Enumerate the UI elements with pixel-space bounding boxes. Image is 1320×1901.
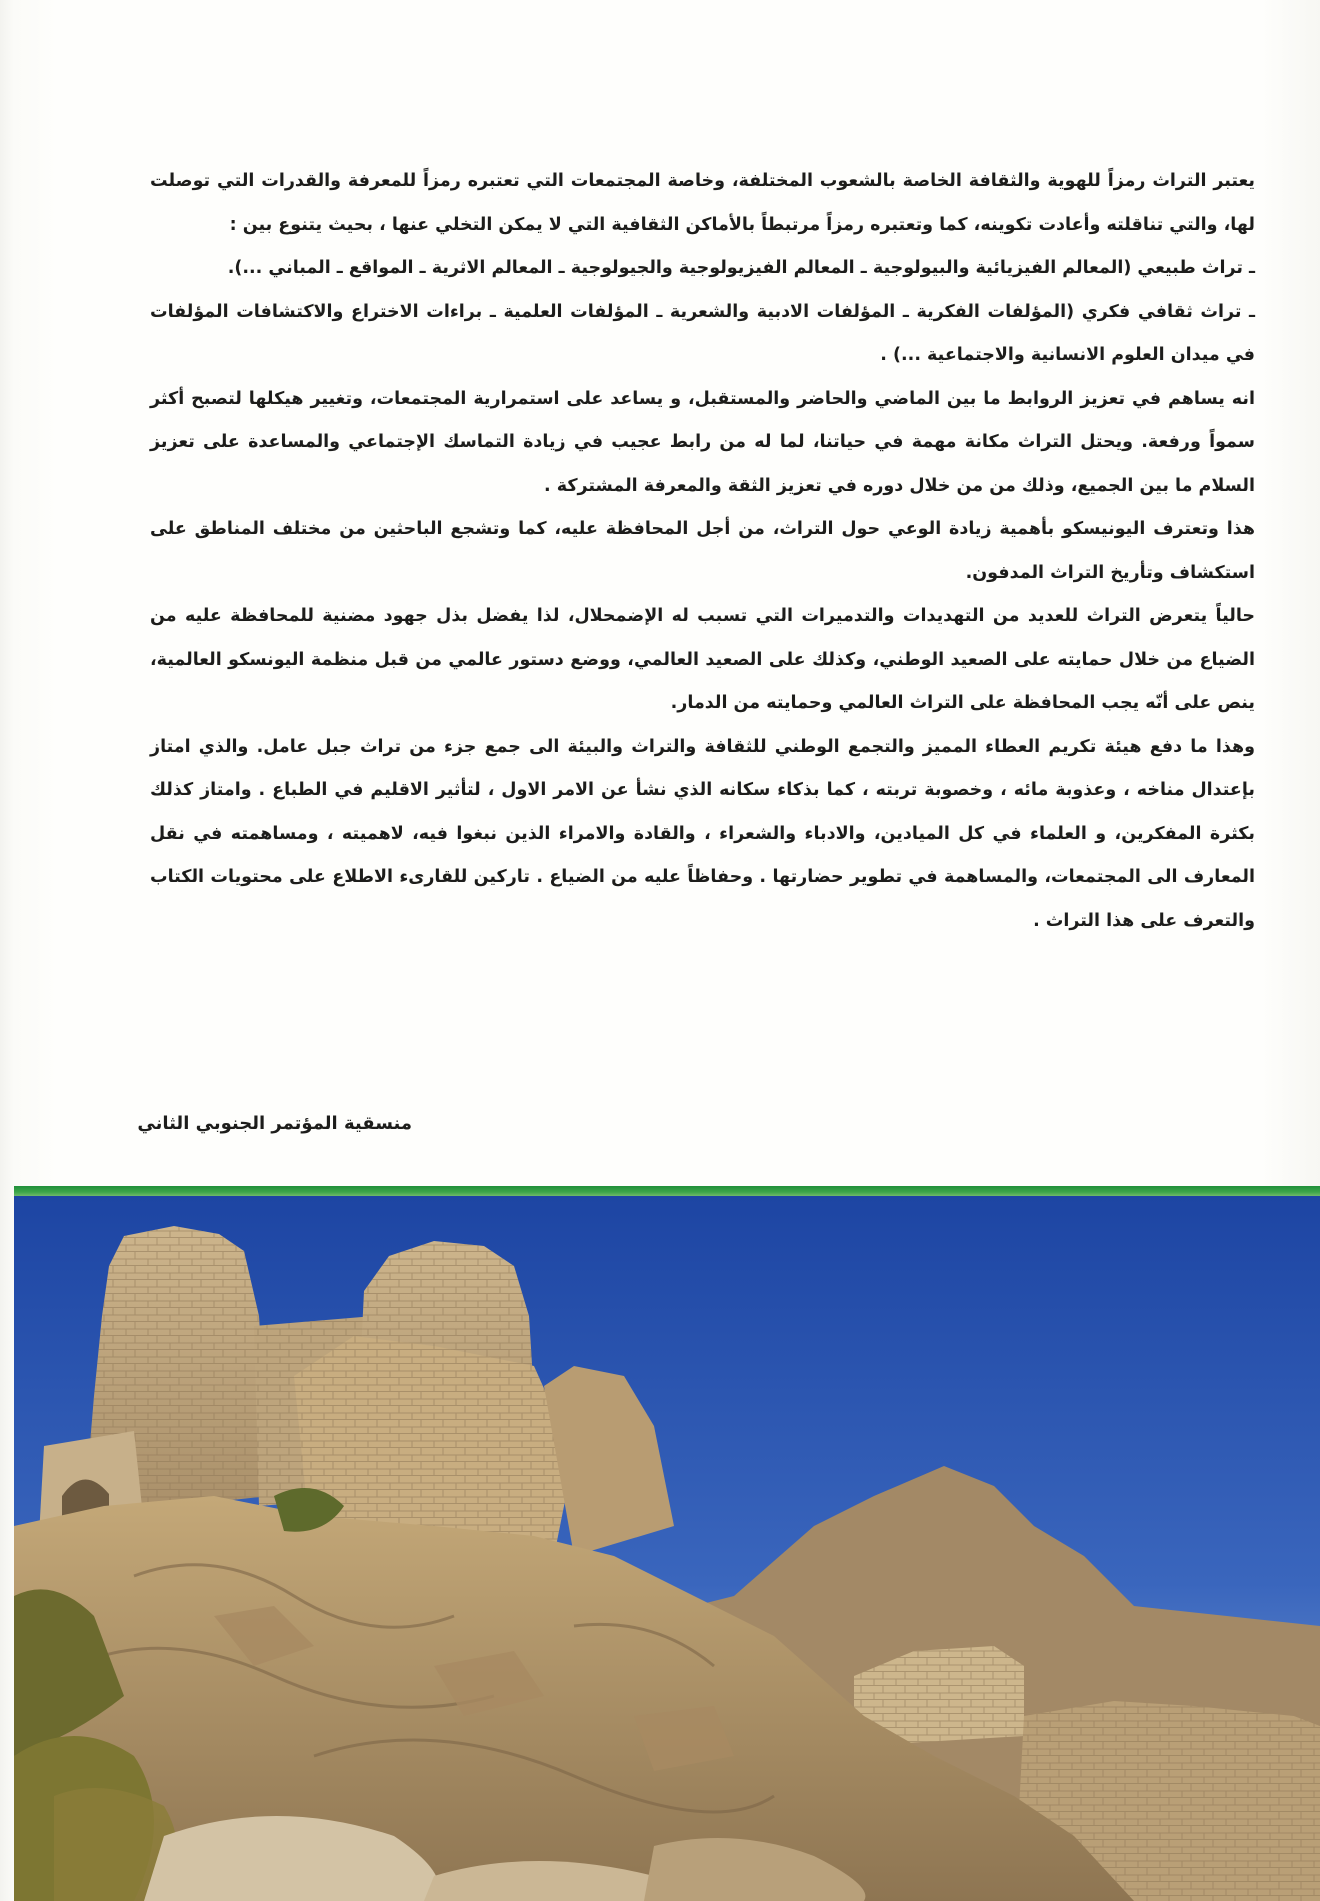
green-divider: [14, 1186, 1320, 1196]
intro-text: [150, 160, 1255, 943]
paragraph-natural-heritage: ـ تراث طبيعي (المعالم الفيزيائية والبيولوجية ـ المعالم الفيزيولوجية والجيولوجية ـ المعالم الاثرية ـ المواقع ـ المباني ...).: [227, 258, 1255, 278]
paragraph-threats: حالياً يتعرض التراث للعديد من التهديدات والتدميرات التي تسبب له الإضمحلال، لذا يفضل بذل جهود مضنية للمحافظة عليه من الضياع من خلال حمايته على الصعيد الوطني، وكذلك على الصعيد العالمي، ووضع دستور عالمي من قبل منظمة اليونسكو العالمية، ينص على أنّه يجب المحافظة على التراث العالمي وحمايته من الدمار.: [150, 606, 1255, 713]
castle-ruins-on-rock-icon: [14, 1196, 1320, 1901]
paragraph-heritage-role: انه يساهم في تعزيز الروابط ما بين الماضي والحاضر والمستقبل، و يساعد على استمرارية المجتمعات، وتغيير هيكلها لتصبح أكثر سمواً ورفعة. ويحتل التراث مكانة مهمة في حياتنا، لما له من رابط عجيب في زيادة التماسك الإجتماعي والمساعدة على تعزيز السلام ما بين الجميع، وذلك من من خلال دوره في تعزيز الثقة والمعرفة المشتركة .: [150, 388, 1255, 496]
paragraph-jabal-amel: وهذا ما دفع هيئة تكريم العطاء المميز والتجمع الوطني للثقافة والتراث والبيئة الى جمع جزء من تراث جبل عامل. والذي امتاز بإعتدال مناخه ، وعذوبة مائه ، وخصوبة تربته ، كما بذكاء سكانه الذي نشأ عن الامر الاول ، لتأثير الاقليم في الطباع . وامتاز كذلك بكثرة المفكرين، و العلماء في كل الميادين، والادباء والشعراء ، والقادة والامراء الذين نبغوا فيه، لاهميته ، ومساهمته في نقل المعارف الى المجتمعات، والمساهمة في تطوير حضارتها . وحفاظاً عليه من الضياع . تاركين للقارىء الاطلاع على محتويات الكتاب والتعرف على هذا التراث .: [150, 736, 1255, 931]
paragraph-cultural-heritage: ـ تراث ثقافي فكري (المؤلفات الفكرية ـ المؤلفات الادبية والشعرية ـ المؤلفات العلمية ـ براءات الاختراع والاكتشافات المؤلفات في ميدان العلوم الانسانية والاجتماعية ...) .: [150, 301, 1255, 365]
signature: منسقية المؤتمر الجنوبي الثاني: [137, 1113, 412, 1134]
paragraph-unesco: هذا وتعترف اليونيسكو بأهمية زيادة الوعي حول التراث، من أجل المحافظة عليه، كما وتشجع الباحثين من مختلف المناطق على استكشاف وتأريخ التراث المدفون.: [150, 519, 1255, 583]
paragraph-heritage-definition: يعتبر التراث رمزاً للهوية والثقافة الخاصة بالشعوب المختلفة، وخاصة المجتمعات التي تعتبره رمزاً للمعرفة والقدرات التي توصلت لها، والتي تناقلته وأعادت تكوينه، كما وتعتبره رمزاً مرتبطاً بالأماكن الثقافية التي لا يمكن التخلي عنها ، بحيث يتنوع بين :: [150, 171, 1255, 235]
castle-photo: [14, 1196, 1320, 1901]
